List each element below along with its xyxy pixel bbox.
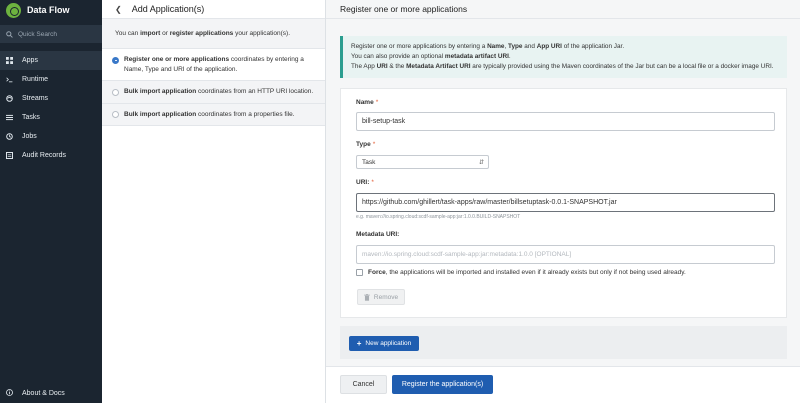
- sidebar-item-runtime[interactable]: [0, 70, 102, 89]
- info-text-bold: Type: [508, 43, 523, 50]
- sidebar-item-label: Audit Records: [22, 152, 66, 159]
- remove-button-label: Remove: [373, 293, 399, 301]
- info-text: of the application Jar.: [561, 43, 625, 50]
- option-label: [124, 55, 317, 74]
- type-select-value: Task: [362, 158, 376, 166]
- sidebar-item-label: Jobs: [22, 133, 37, 140]
- info-line-2: [351, 52, 779, 62]
- uri-input[interactable]: https://github.com/ghillert/task-apps/raw/master/billsetuptask-0.0.1-SNAPSHOT.jar: [356, 193, 775, 212]
- info-text: ,: [504, 43, 509, 50]
- sidebar-item-tasks[interactable]: [0, 108, 102, 127]
- option-label-bold: Bulk import application: [124, 88, 197, 95]
- cancel-button[interactable]: Cancel: [340, 375, 387, 394]
- force-label: [368, 269, 686, 276]
- intro-text-part: or: [160, 30, 170, 37]
- tasks-icon: [6, 114, 13, 121]
- option-bulk-import-properties[interactable]: [102, 104, 325, 127]
- required-marker: *: [371, 179, 374, 186]
- name-label: [356, 99, 378, 106]
- intro-text-part: You can: [115, 30, 141, 37]
- type-label-text: Type: [356, 141, 371, 148]
- apps-icon: [6, 57, 13, 64]
- trash-icon: [364, 294, 370, 301]
- info-text: Register one or more applications by entering a: [351, 43, 488, 50]
- register-button[interactable]: Register the application(s): [392, 375, 493, 394]
- option-label-rest: coordinates by entering a Name, Type and URI of the application.: [124, 56, 304, 73]
- info-text-bold: Name: [487, 43, 505, 50]
- add-applications-panel: [102, 0, 326, 403]
- sidebar-item-streams[interactable]: [0, 89, 102, 108]
- uri-hint: e.g. maven://io.spring.cloud:scdf-sample-app:jar:1.0.0.BUILD-SNAPSHOT: [356, 214, 521, 220]
- intro-text-bold: register applications: [169, 30, 234, 37]
- about-docs-label: About & Docs: [22, 389, 65, 397]
- sidebar-item-label: Runtime: [22, 76, 49, 83]
- sidebar-item-audit-records[interactable]: [0, 146, 102, 165]
- name-input[interactable]: bill-setup-task: [356, 112, 775, 131]
- audit-icon: [6, 152, 13, 159]
- app-title: Data Flow: [27, 5, 70, 15]
- info-text: and: [522, 43, 537, 50]
- info-text: The App: [351, 63, 377, 70]
- info-callout: [340, 36, 787, 78]
- option-label: [124, 110, 295, 120]
- info-line-1: [351, 42, 779, 52]
- application-form-card: [340, 88, 787, 318]
- uri-label: [356, 179, 374, 186]
- info-text: & the: [387, 63, 407, 70]
- option-label-rest: coordinates from an HTTP URI location.: [196, 88, 314, 95]
- info-text-bold: App URI: [536, 43, 562, 50]
- new-application-button[interactable]: [349, 336, 419, 351]
- name-label-text: Name: [356, 99, 374, 106]
- sidebar-item-apps[interactable]: [0, 51, 102, 70]
- quick-search-placeholder: Quick Search: [18, 30, 58, 38]
- brand[interactable]: [0, 0, 102, 20]
- sidebar-item-label: Apps: [22, 57, 38, 64]
- force-checkbox[interactable]: [356, 269, 363, 276]
- option-label-bold: Register one or more applications: [124, 56, 230, 63]
- option-label: [124, 87, 313, 97]
- sidebar-item-label: Tasks: [22, 114, 40, 121]
- remove-button[interactable]: [357, 289, 405, 305]
- option-bulk-import-uri[interactable]: [102, 81, 325, 104]
- info-icon: [6, 389, 13, 398]
- info-text: You can also provide an optional: [351, 53, 445, 60]
- metadata-uri-label: Metadata URI:: [356, 231, 400, 238]
- radio-selected-icon[interactable]: [112, 57, 119, 64]
- force-label-rest: , the applications will be imported and installed even if it already exists but only if not being used already.: [385, 269, 686, 276]
- jobs-icon: [6, 133, 13, 140]
- intro-text: [102, 19, 325, 49]
- intro-text-bold: import: [140, 30, 161, 37]
- option-label-bold: Bulk import application: [124, 110, 197, 118]
- option-register-applications[interactable]: [102, 49, 325, 81]
- radio-icon[interactable]: [112, 89, 119, 96]
- radio-icon[interactable]: [112, 111, 119, 118]
- intro-text-part: your application(s).: [233, 30, 291, 37]
- sidebar-nav: [0, 51, 102, 165]
- page-title: Add Application(s): [131, 4, 205, 14]
- quick-search-input[interactable]: [0, 25, 102, 43]
- about-docs-link[interactable]: [0, 383, 102, 403]
- plus-icon: +: [356, 339, 362, 348]
- runtime-icon: [6, 76, 13, 83]
- sidebar: [0, 0, 102, 403]
- option-label-rest: coordinates from a properties file.: [196, 110, 295, 118]
- info-line-3: [351, 62, 779, 72]
- info-text-bold: URI: [376, 63, 388, 70]
- new-application-area: [340, 326, 787, 359]
- data-flow-logo-icon: [6, 3, 21, 18]
- info-text-bold: Metadata Artifact URI: [406, 63, 471, 70]
- required-marker: *: [375, 99, 379, 106]
- back-chevron-icon[interactable]: ❮: [115, 4, 122, 14]
- uri-label-text: URI:: [356, 179, 370, 186]
- new-application-label: New application: [365, 340, 412, 347]
- select-arrows-icon: ⇵: [478, 159, 484, 166]
- force-option[interactable]: [356, 269, 686, 276]
- streams-icon: [6, 95, 13, 102]
- register-applications-panel: [326, 0, 800, 403]
- info-text-bold: metadata artifact URI: [444, 53, 509, 60]
- form-footer: [326, 366, 800, 403]
- sidebar-item-label: Streams: [22, 95, 49, 102]
- force-label-bold: Force: [368, 269, 386, 276]
- search-icon: [6, 31, 13, 38]
- info-text: are typically provided using the Maven coordinates of the Jar but can be a local file or a docker image URI.: [470, 63, 774, 70]
- info-text: .: [508, 53, 511, 60]
- add-applications-header: [102, 0, 325, 19]
- metadata-uri-input[interactable]: maven://io.spring.cloud:scdf-sample-app:jar:metadata:1.0.0 [OPTIONAL]: [356, 245, 775, 264]
- type-select[interactable]: [356, 155, 489, 169]
- register-panel-title: Register one or more applications: [326, 0, 800, 19]
- sidebar-item-jobs[interactable]: [0, 127, 102, 146]
- required-marker: *: [372, 141, 376, 148]
- type-label: [356, 141, 375, 148]
